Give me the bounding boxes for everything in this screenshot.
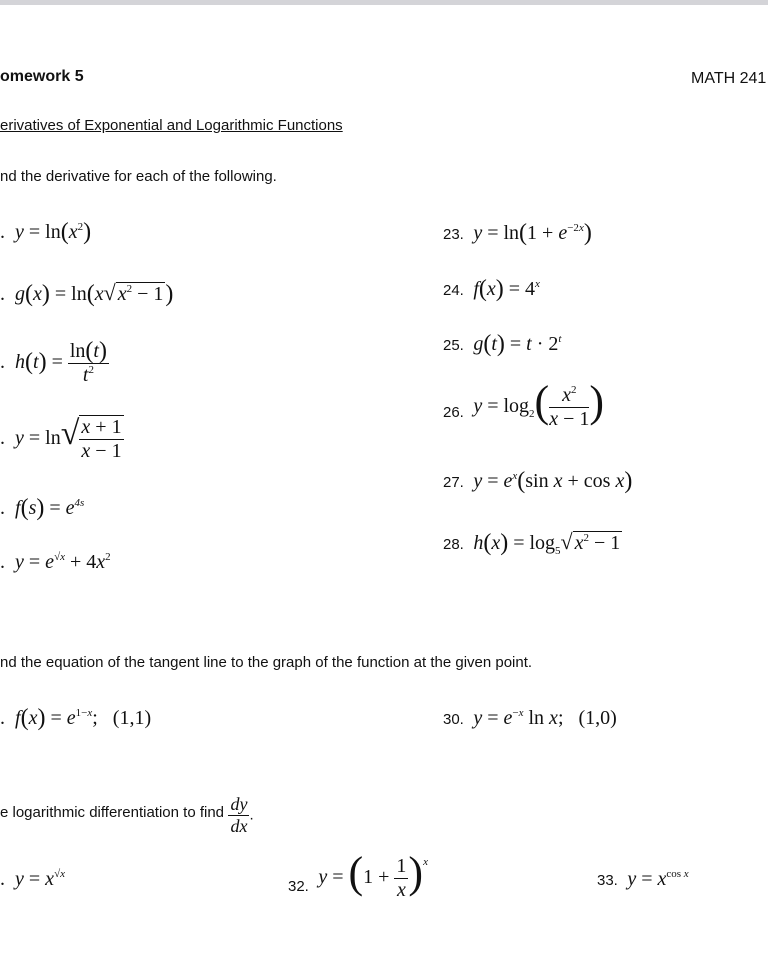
- problem-20: . y = ln√ $\frac{x + 1}{x - 1}$: [0, 415, 122, 463]
- top-border: [0, 0, 768, 5]
- problem-29: . $f(x) = e^{1-x}$; (1,1): [0, 705, 152, 731]
- problem-32: 32. y = (1 + $\frac{1}{x}$ )$^x$: [288, 848, 428, 901]
- problem-26: 26. $y = \log_2$( $\frac{x^2}{x - 1}$ ): [443, 377, 605, 430]
- instruction-tangent: nd the equation of the tangent line to the graph of the function at the given point.: [0, 654, 533, 671]
- section-subtitle: erivatives of Exponential and Logarithmic Functions: [0, 117, 343, 134]
- dx-denominator: dx: [230, 815, 248, 836]
- dy-numerator: dy: [230, 794, 248, 814]
- problem-25: 25. $g(t) = t \cdot 2^t$: [443, 331, 562, 357]
- problem-22: . $y = e^{√x} + 4x^2$: [0, 551, 111, 573]
- problem-24: 24. $f(x) = 4^x$: [443, 276, 540, 302]
- problem-21: . $f(s) = e^{4s}$: [0, 495, 85, 521]
- problem-19: . h(t) = $\frac{\ln(t)}{t^2}$: [0, 338, 107, 386]
- course-label: MATH 241: [691, 70, 767, 87]
- instruction-logdiff: e logarithmic differentiation to find $\frac{dy}{dx}$ .: [0, 794, 254, 836]
- problem-27: 27. $y = e^x(\sin$ x + cos x): [443, 468, 633, 494]
- problem-30: 30. $y = e^{-x}$ ln x; (1,0): [443, 707, 617, 729]
- problem-18: . g(x) = ln(x√ $x^2 - 1$): [0, 280, 174, 307]
- homework-title: omework 5: [0, 68, 84, 85]
- problem-31: . $y = x^{√x}$: [0, 868, 65, 890]
- problem-33: 33. $y = x^{cos x}$: [597, 868, 689, 890]
- problem-28: 28. $h(x) = \log_5√$ $x^2 - 1$: [443, 529, 621, 557]
- problem-17: . $y = \ln(x^2)$: [0, 219, 92, 245]
- problem-23: 23. $y = \ln(1 + e^{-2x})$: [443, 220, 592, 246]
- instruction-derivatives: nd the derivative for each of the following.: [0, 168, 277, 185]
